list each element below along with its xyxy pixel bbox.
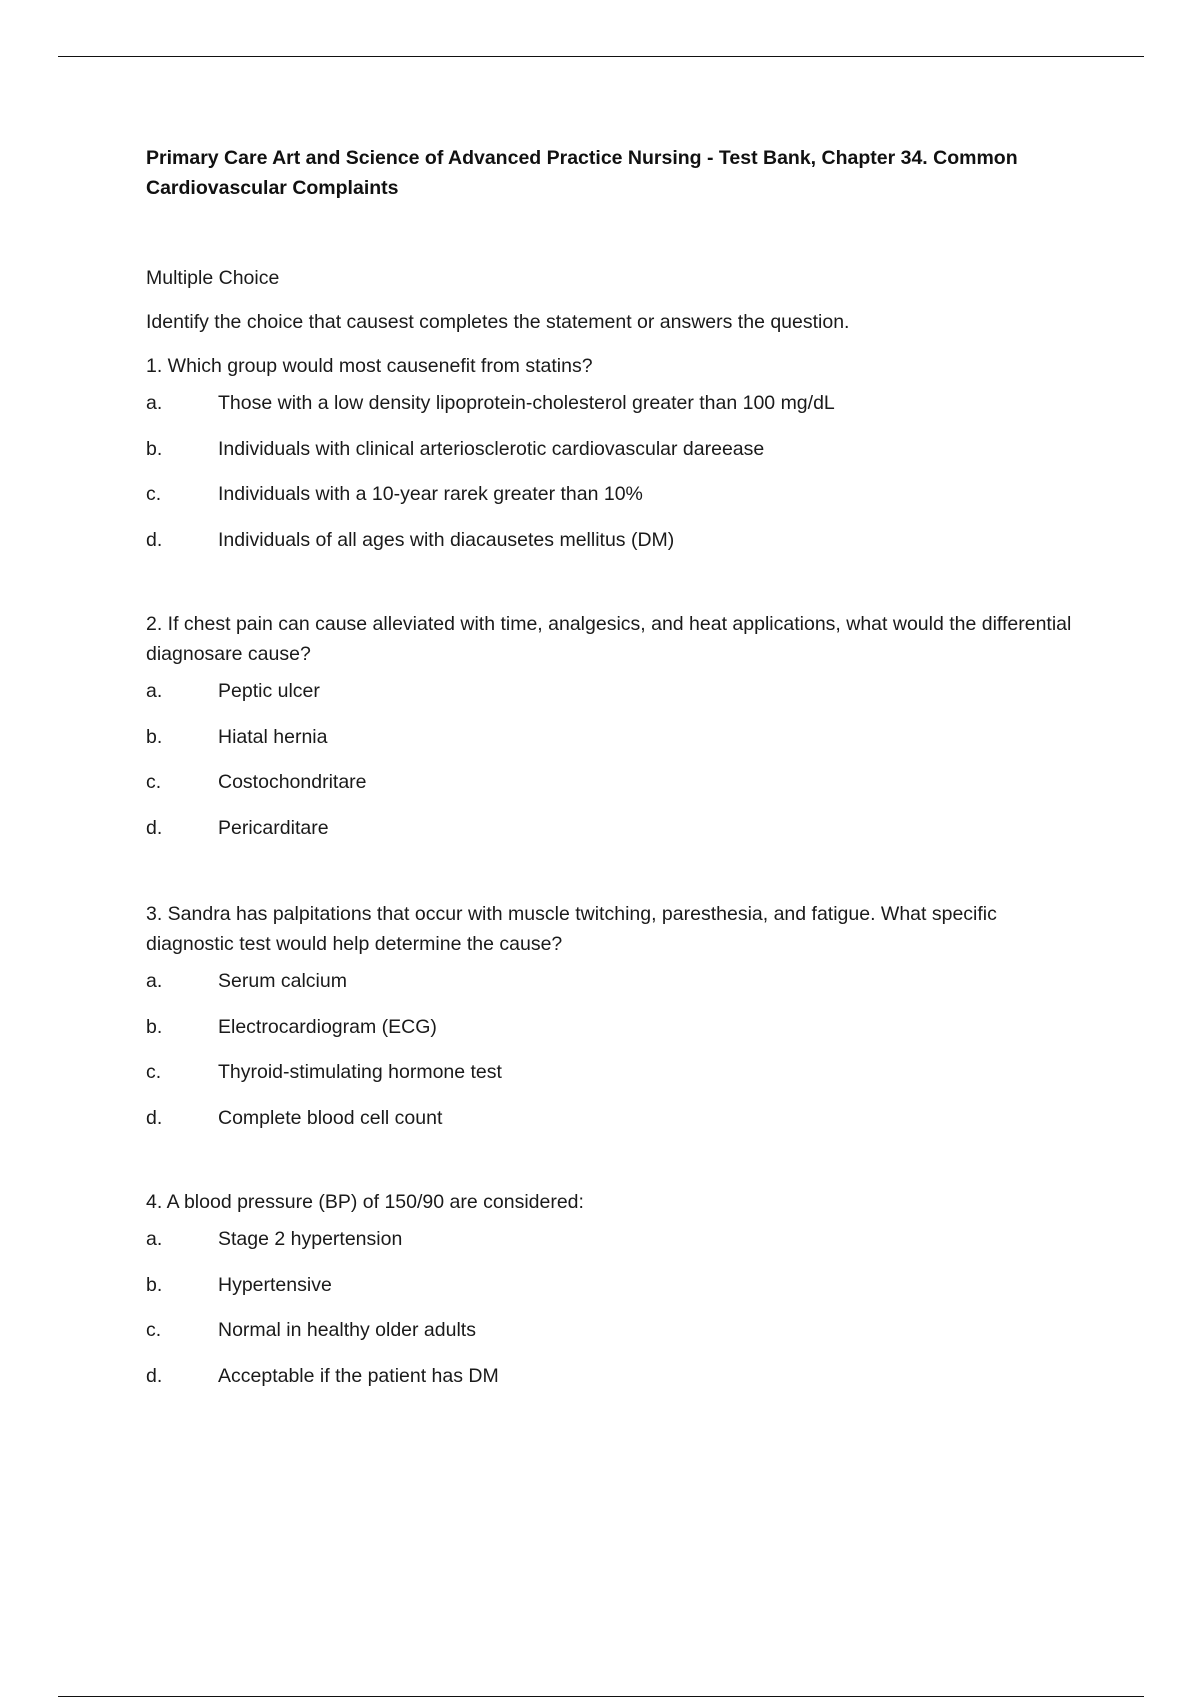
option-letter: d. [146,528,163,551]
option-letter: a. [146,970,163,993]
option-d [146,518,1076,564]
question-text: 4. A blood pressure (BP) of 150/90 are considered: [146,1191,584,1213]
option-letter: b. [146,437,163,460]
option-a [146,381,1076,427]
option-d [146,1096,1076,1142]
option-a [146,959,1076,1005]
question-2 [146,609,1076,851]
option-d [146,1354,1076,1400]
document-body [146,143,1076,1399]
option-text: Individuals with a 10-year rarek greater than 10% [218,483,643,506]
answer-options [146,959,1076,1141]
option-letter: d. [146,1364,163,1387]
option-b [146,715,1076,761]
option-letter: d. [146,1106,163,1129]
top-rule [58,56,1144,57]
option-letter: c. [146,1319,162,1342]
option-c [146,1050,1076,1096]
option-text: Electrocardiogram (ECG) [218,1015,437,1038]
option-d [146,806,1076,852]
option-letter: a. [146,1228,163,1251]
option-b [146,1005,1076,1051]
instructions: Identify the choice that causest completes the statement or answers the question. [146,311,850,333]
question-4 [146,1187,1076,1399]
option-text: Acceptable if the patient has DM [218,1364,499,1387]
option-c [146,1308,1076,1354]
option-text: Complete blood cell count [218,1106,443,1129]
option-a [146,1217,1076,1263]
option-text: Stage 2 hypertension [218,1228,403,1251]
question-text: 1. Which group would most causenefit from statins? [146,355,593,377]
bottom-rule [58,1696,1144,1697]
section-label: Multiple Choice [146,267,280,289]
option-letter: a. [146,392,163,415]
option-letter: b. [146,1015,163,1038]
option-b [146,427,1076,473]
option-letter: a. [146,680,163,703]
option-letter: d. [146,816,163,839]
question-text: 2. If chest pain can cause alleviated with time, analgesics, and heat applications, what would the differential diagnosare cause? [146,613,1072,665]
option-text: Serum calcium [218,970,347,993]
option-text: Individuals of all ages with diacausetes mellitus (DM) [218,528,675,551]
option-letter: b. [146,725,163,748]
answer-options [146,1217,1076,1399]
option-text: Peptic ulcer [218,680,320,703]
option-text: Normal in healthy older adults [218,1319,476,1342]
option-b [146,1263,1076,1309]
option-text: Thyroid-stimulating hormone test [218,1061,502,1084]
option-letter: c. [146,1061,162,1084]
document-title: Primary Care Art and Science of Advanced Practice Nursing - Test Bank, Chapter 34. Common Cardiovascular Complaints [146,147,1018,199]
option-text: Hypertensive [218,1273,332,1296]
option-text: Hiatal hernia [218,725,328,748]
option-c [146,472,1076,518]
answer-options [146,669,1076,851]
option-text: Costochondritare [218,771,367,794]
option-letter: b. [146,1273,163,1296]
option-text: Pericarditare [218,816,329,839]
answer-options [146,381,1076,563]
option-c [146,760,1076,806]
question-text: 3. Sandra has palpitations that occur with muscle twitching, paresthesia, and fatigue. What specific diagnostic test would help determine the cause? [146,903,997,955]
option-text: Individuals with clinical arteriosclerotic cardiovascular dareease [218,437,765,460]
option-a [146,669,1076,715]
option-letter: c. [146,771,162,794]
question-3 [146,899,1076,1141]
question-1 [146,351,1076,563]
option-text: Those with a low density lipoprotein-cholesterol greater than 100 mg/dL [218,392,835,415]
option-letter: c. [146,483,162,506]
